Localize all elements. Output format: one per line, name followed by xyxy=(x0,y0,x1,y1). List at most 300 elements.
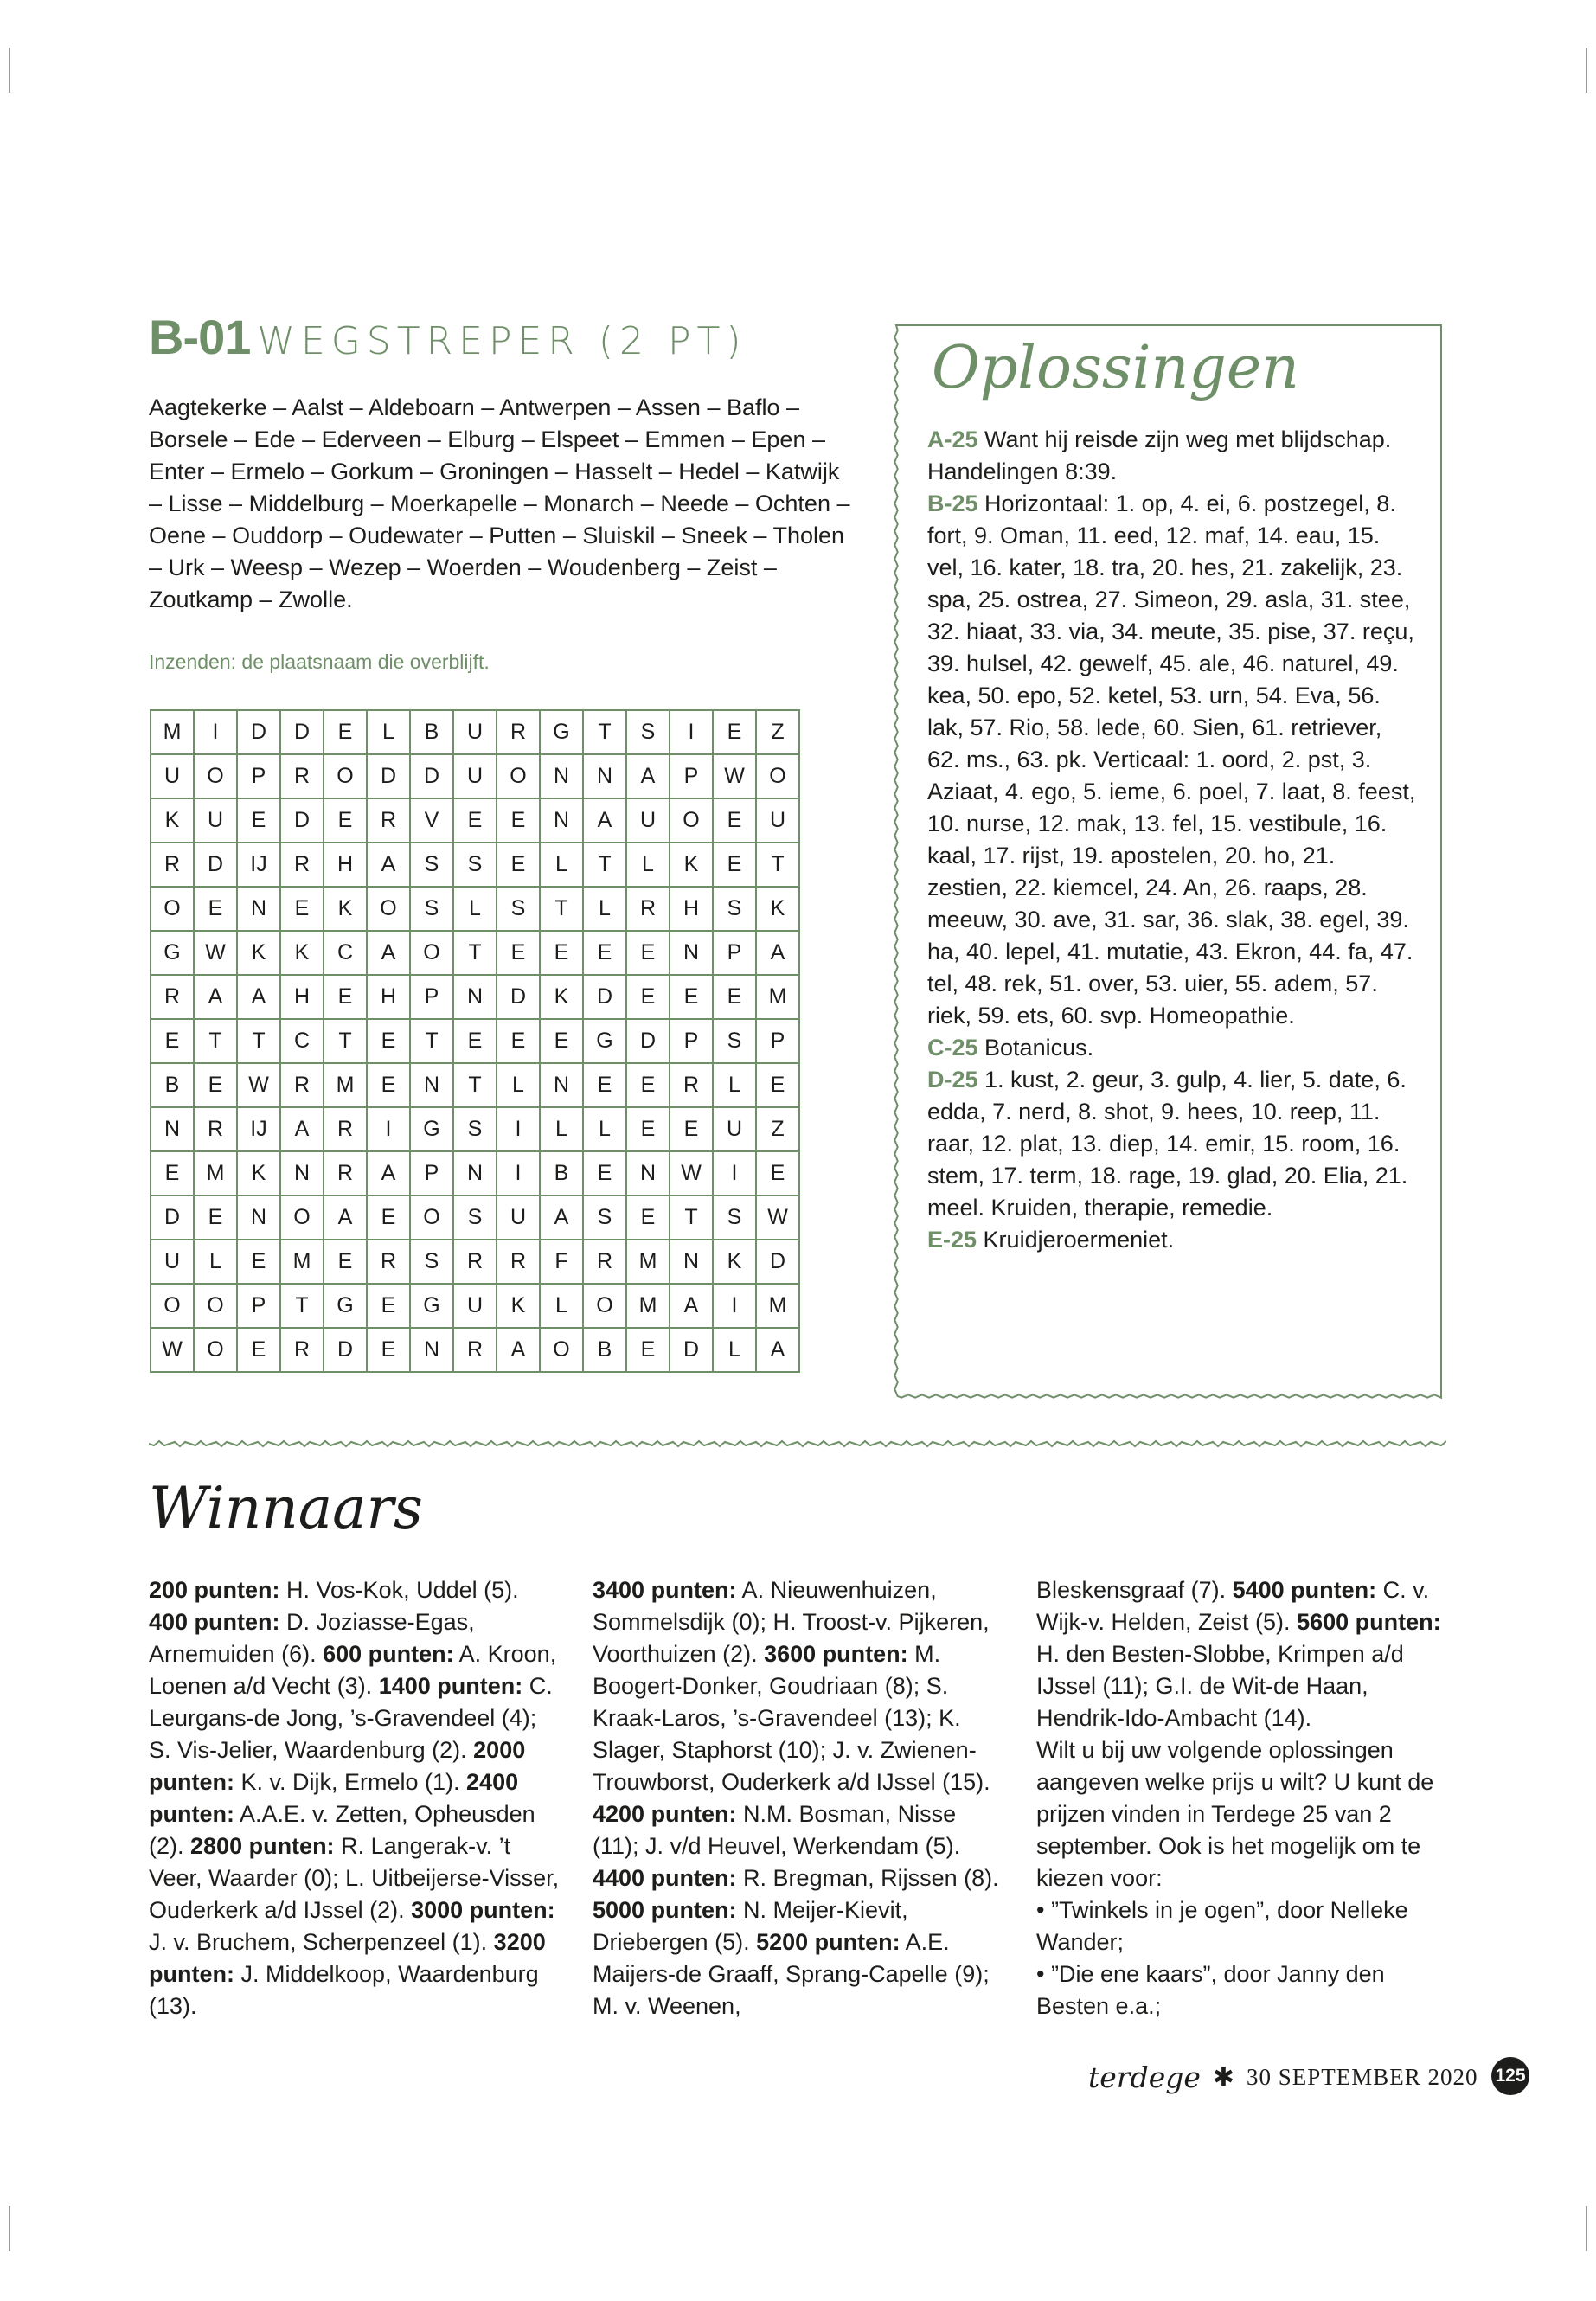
solution-body: Botanicus. xyxy=(977,1035,1094,1061)
grid-row xyxy=(151,931,799,975)
grid-cell: M xyxy=(626,1284,670,1328)
winner-entry: Bleskensgraaf (7). xyxy=(1036,1577,1233,1603)
grid-cell: L xyxy=(367,710,410,754)
grid-cell: E xyxy=(626,1195,670,1240)
grid-cell: A xyxy=(367,843,410,887)
grid-cell: E xyxy=(367,1019,410,1063)
grid-cell: L xyxy=(540,1284,583,1328)
grid-cell: B xyxy=(151,1063,194,1107)
grid-cell: Z xyxy=(756,1107,799,1151)
page-number: 125 xyxy=(1491,2057,1529,2095)
grid-cell: E xyxy=(194,1063,237,1107)
grid-cell: D xyxy=(410,754,453,798)
grid-cell: A xyxy=(367,931,410,975)
grid-cell: T xyxy=(453,1063,497,1107)
grid-cell: T xyxy=(280,1284,324,1328)
grid-cell: R xyxy=(151,843,194,887)
grid-cell: O xyxy=(670,798,713,843)
grid-cell: U xyxy=(453,710,497,754)
grid-cell: S xyxy=(713,1195,756,1240)
grid-cell: B xyxy=(410,710,453,754)
grid-cell: E xyxy=(237,1240,280,1284)
points-label: 4200 punten: xyxy=(593,1801,737,1827)
grid-cell: M xyxy=(324,1063,367,1107)
grid-cell: E xyxy=(540,1019,583,1063)
grid-cell: E xyxy=(583,1151,626,1195)
grid-cell: T xyxy=(670,1195,713,1240)
solution-body: 1. kust, 2. geur, 3. gulp, 4. lier, 5. date, 6. edda, 7. nerd, 8. shot, 9. hees, 10. reep, 11. raar, 12. plat, 13. diep, 14. emir, 15. room, 16. stem, 17. term, 18. rage, 19. glad, 20. Elia, 21. meel. Kruiden, therapie, remedie. xyxy=(927,1067,1408,1221)
grid-cell: N xyxy=(237,887,280,931)
grid-cell: G xyxy=(540,710,583,754)
grid-cell: O xyxy=(151,887,194,931)
grid-cell: L xyxy=(713,1328,756,1372)
winner-entry: D. Joziasse-Egas, Arnemuiden (6). xyxy=(149,1609,475,1667)
grid-cell: O xyxy=(410,931,453,975)
grid-cell: C xyxy=(280,1019,324,1063)
grid-row xyxy=(151,754,799,798)
grid-cell: M xyxy=(194,1151,237,1195)
grid-cell: T xyxy=(324,1019,367,1063)
grid-cell: E xyxy=(626,1328,670,1372)
points-label: 3000 punten: xyxy=(411,1897,555,1923)
winner-entry: A. Kroon, Loenen a/d Vecht (3). xyxy=(149,1641,557,1699)
grid-cell: E xyxy=(497,1019,540,1063)
winner-entry: R. Langerak-v. ’t Veer, Waarder (0); L. Uitbeijerse-Visser, Ouderkerk a/d IJssel (2). xyxy=(149,1833,560,1923)
grid-cell: A xyxy=(756,931,799,975)
grid-cell: D xyxy=(237,710,280,754)
points-label: 5200 punten: xyxy=(756,1929,901,1955)
grid-cell: E xyxy=(151,1151,194,1195)
grid-cell: A xyxy=(280,1107,324,1151)
points-label: 2000 punten: xyxy=(149,1737,526,1795)
grid-cell: N xyxy=(410,1063,453,1107)
grid-cell: M xyxy=(151,710,194,754)
word-search-grid xyxy=(150,709,800,1373)
grid-cell: B xyxy=(540,1151,583,1195)
grid-cell: M xyxy=(280,1240,324,1284)
solutions-text xyxy=(927,424,1416,1256)
grid-cell: R xyxy=(324,1151,367,1195)
grid-cell: D xyxy=(151,1195,194,1240)
grid-cell: R xyxy=(367,1240,410,1284)
solution-d25 xyxy=(927,1064,1416,1224)
grid-cell: E xyxy=(626,931,670,975)
page-footer xyxy=(1088,2055,1478,2099)
grid-cell: V xyxy=(410,798,453,843)
grid-cell: S xyxy=(453,843,497,887)
solution-e25 xyxy=(927,1224,1416,1256)
grid-cell: U xyxy=(194,798,237,843)
grid-cell: A xyxy=(670,1284,713,1328)
points-label: 4400 punten: xyxy=(593,1865,737,1891)
grid-cell: O xyxy=(540,1328,583,1372)
grid-cell: E xyxy=(194,1195,237,1240)
solution-body: Horizontaal: 1. op, 4. ei, 6. postzegel, 8. fort, 9. Oman, 11. eed, 12. maf, 14. eau, 15. vel, 16. kater, 18. tra, 20. hes, 21. zakelijk, 23. spa, 25. ostrea, 27. Simeon, 29. asla, 31. stee, 32. hiaat, 33. via, 34. meute, 35. pise, 37. reçu, 39. hulsel, 42. gewelf, 45. ale, 46. naturel, 49. kea, 50. epo, 52. ketel, 53. urn, 54. Eva, 56. lak, 57. Rio, 58. lede, 60. Sien, 61. retriever, 62. ms., 63. pk. Verticaal: 1. oord, 2. pst, 3. Aziaat, 4. ego, 5. ieme, 6. poel, 7. laat, 8. feest, 10. nurse, 12. mak, 13. fel, 15. vestibule, 16. kaal, 17. rijst, 19. apostelen, 20. ho, 21. zestien, 22. kiemcel, 24. An, 26. raaps, 28. meeuw, 30. ave, 31. sar, 36. slak, 38. egel, 39. ha, 40. lepel, 41. mutatie, 43. Ekron, 44. fa, 47. tel, 48. rek, 51. over, 53. uier, 55. adem, 57. riek, 59. ets, 60. svp. Homeopathie. xyxy=(927,490,1416,1029)
grid-cell: N xyxy=(540,798,583,843)
grid-cell: D xyxy=(756,1240,799,1284)
grid-row xyxy=(151,843,799,887)
winners-column-2 xyxy=(593,1574,1008,2022)
grid-cell: T xyxy=(194,1019,237,1063)
grid-cell: E xyxy=(670,1107,713,1151)
grid-cell: L xyxy=(583,887,626,931)
grid-cell: K xyxy=(497,1284,540,1328)
grid-cell: S xyxy=(453,1195,497,1240)
grid-row xyxy=(151,1019,799,1063)
points-label: 200 punten: xyxy=(149,1577,280,1603)
grid-cell: U xyxy=(713,1107,756,1151)
grid-cell: H xyxy=(670,887,713,931)
grid-cell: N xyxy=(670,1240,713,1284)
grid-cell: N xyxy=(453,1151,497,1195)
solution-b25 xyxy=(927,488,1416,1032)
grid-cell: W xyxy=(670,1151,713,1195)
grid-cell: E xyxy=(367,1195,410,1240)
grid-cell: E xyxy=(756,1151,799,1195)
grid-cell: N xyxy=(626,1151,670,1195)
grid-cell: S xyxy=(410,843,453,887)
separator-star-icon: ✱ xyxy=(1212,2062,1235,2092)
grid-cell: S xyxy=(626,710,670,754)
grid-cell: E xyxy=(670,975,713,1019)
grid-cell: T xyxy=(410,1019,453,1063)
grid-cell: E xyxy=(756,1063,799,1107)
grid-cell: W xyxy=(194,931,237,975)
grid-cell: O xyxy=(194,754,237,798)
grid-cell: S xyxy=(410,1240,453,1284)
grid-cell: P xyxy=(756,1019,799,1063)
puzzle-code: B-01 xyxy=(149,310,251,364)
winners-column-1 xyxy=(149,1574,564,2022)
grid-cell: K xyxy=(237,1151,280,1195)
grid-cell: O xyxy=(367,887,410,931)
grid-cell: R xyxy=(280,1328,324,1372)
grid-cell: A xyxy=(497,1328,540,1372)
grid-cell: R xyxy=(280,1063,324,1107)
grid-cell: I xyxy=(497,1151,540,1195)
winner-entry: M. Boogert-Donker, Goudriaan (8); S. Kraak-Laros, ’s-Gravendeel (13); K. Slager, Staphorst (10); J. v. Zwienen-Trouwborst, Ouderkerk a/d IJssel (15). xyxy=(593,1641,990,1795)
grid-cell: O xyxy=(497,754,540,798)
puzzle-header xyxy=(149,309,867,369)
points-label: 5600 punten: xyxy=(1297,1609,1441,1635)
points-label: 400 punten: xyxy=(149,1609,280,1635)
grid-cell: T xyxy=(540,887,583,931)
grid-cell: T xyxy=(583,843,626,887)
grid-cell: E xyxy=(626,975,670,1019)
crop-mark-top-left xyxy=(9,48,10,93)
winner-entry: C. v. Wijk-v. Helden, Zeist (5). xyxy=(1036,1577,1430,1635)
grid-cell: E xyxy=(324,710,367,754)
grid-cell: IJ xyxy=(237,1107,280,1151)
grid-cell: A xyxy=(583,798,626,843)
grid-cell: O xyxy=(194,1284,237,1328)
grid-cell: D xyxy=(324,1328,367,1372)
grid-cell: E xyxy=(540,931,583,975)
grid-cell: R xyxy=(453,1328,497,1372)
prize-note: Wilt u bij uw volgende oplossingen aangeven welke prijs u wilt? U kunt de prijzen vinden in Terdege 25 van 2 september. Ook is het mogelijk om te kiezen voor: xyxy=(1036,1737,1434,1891)
grid-cell: R xyxy=(324,1107,367,1151)
grid-cell: G xyxy=(151,931,194,975)
grid-cell: P xyxy=(410,1151,453,1195)
solution-label: D-25 xyxy=(927,1067,978,1093)
grid-cell: U xyxy=(626,798,670,843)
points-label: 3200 punten: xyxy=(149,1929,546,1987)
grid-cell: N xyxy=(237,1195,280,1240)
grid-cell: P xyxy=(410,975,453,1019)
grid-cell: E xyxy=(713,798,756,843)
crop-mark-bottom-left xyxy=(9,2206,10,2251)
grid-cell: U xyxy=(151,1240,194,1284)
grid-cell: T xyxy=(453,931,497,975)
grid-cell: S xyxy=(583,1195,626,1240)
solution-label: E-25 xyxy=(927,1227,977,1253)
grid-cell: R xyxy=(626,887,670,931)
grid-cell: E xyxy=(453,798,497,843)
grid-cell: E xyxy=(497,798,540,843)
grid-cell: E xyxy=(237,1328,280,1372)
grid-cell: N xyxy=(453,975,497,1019)
grid-cell: E xyxy=(151,1019,194,1063)
grid-cell: S xyxy=(713,1019,756,1063)
grid-cell: N xyxy=(540,754,583,798)
puzzle-instruction: Inzenden: de plaatsnaam die overblijft. xyxy=(149,651,490,673)
grid-cell: L xyxy=(713,1063,756,1107)
grid-cell: E xyxy=(367,1328,410,1372)
grid-cell: Z xyxy=(756,710,799,754)
winner-entry: C. Leurgans-de Jong, ’s-Gravendeel (4); S. Vis-Jelier, Waardenburg (2). xyxy=(149,1673,553,1763)
solution-label: A-25 xyxy=(927,426,978,452)
grid-row xyxy=(151,1107,799,1151)
grid-cell: R xyxy=(367,798,410,843)
grid-cell: H xyxy=(280,975,324,1019)
grid-row xyxy=(151,1284,799,1328)
points-label: 1400 punten: xyxy=(378,1673,523,1699)
grid-cell: E xyxy=(453,1019,497,1063)
grid-cell: F xyxy=(540,1240,583,1284)
grid-cell: E xyxy=(626,1107,670,1151)
grid-cell: E xyxy=(367,1063,410,1107)
grid-cell: I xyxy=(670,710,713,754)
grid-cell: A xyxy=(237,975,280,1019)
grid-cell: S xyxy=(410,887,453,931)
grid-cell: O xyxy=(583,1284,626,1328)
prize-option: • ”Twinkels in je ogen”, door Nelleke Wander; xyxy=(1036,1897,1408,1955)
grid-cell: K xyxy=(237,931,280,975)
grid-cell: D xyxy=(670,1328,713,1372)
solutions-title: Oplossingen xyxy=(932,334,1299,402)
grid-cell: O xyxy=(280,1195,324,1240)
winner-entry: H. den Besten-Slobbe, Krimpen a/d IJssel (11); G.I. de Wit-de Haan, Hendrik-Ido-Ambacht (14). xyxy=(1036,1641,1404,1731)
grid-cell: IJ xyxy=(237,843,280,887)
grid-cell: E xyxy=(280,887,324,931)
grid-cell: L xyxy=(540,1107,583,1151)
solution-c25 xyxy=(927,1032,1416,1064)
grid-cell: E xyxy=(367,1284,410,1328)
grid-cell: T xyxy=(756,843,799,887)
grid-cell: N xyxy=(151,1107,194,1151)
crop-mark-bottom-right xyxy=(1586,2206,1587,2251)
grid-cell: I xyxy=(713,1151,756,1195)
grid-cell: N xyxy=(670,931,713,975)
grid-cell: M xyxy=(626,1240,670,1284)
grid-cell: K xyxy=(324,887,367,931)
winners-title: Winnaars xyxy=(149,1475,423,1541)
grid-cell: E xyxy=(324,975,367,1019)
crop-mark-top-right xyxy=(1586,48,1587,93)
grid-cell: R xyxy=(280,754,324,798)
grid-cell: H xyxy=(324,843,367,887)
grid-cell: N xyxy=(280,1151,324,1195)
grid-cell: E xyxy=(324,1240,367,1284)
grid-cell: R xyxy=(453,1240,497,1284)
issue-date: 30 SEPTEMBER 2020 xyxy=(1247,2063,1478,2090)
points-label: 3600 punten: xyxy=(764,1641,908,1667)
solution-body: Want hij reisde zijn weg met blijdschap. Handelingen 8:39. xyxy=(927,426,1392,484)
grid-cell: A xyxy=(756,1328,799,1372)
grid-cell: G xyxy=(324,1284,367,1328)
grid-cell: R xyxy=(280,843,324,887)
grid-cell: I xyxy=(194,710,237,754)
winner-entry: A. Nieuwenhuizen, Sommelsdijk (0); H. Troost-v. Pijkeren, Voorthuizen (2). xyxy=(593,1577,990,1667)
grid-cell: D xyxy=(497,975,540,1019)
winner-entry: N. Meijer-Kievit, Driebergen (5). xyxy=(593,1897,908,1955)
grid-cell: A xyxy=(194,975,237,1019)
grid-cell: W xyxy=(237,1063,280,1107)
grid-cell: P xyxy=(713,931,756,975)
grid-cell: A xyxy=(540,1195,583,1240)
grid-cell: O xyxy=(324,754,367,798)
grid-cell: G xyxy=(410,1284,453,1328)
points-label: 5000 punten: xyxy=(593,1897,737,1923)
grid-cell: O xyxy=(194,1328,237,1372)
grid-cell: N xyxy=(410,1328,453,1372)
grid-cell: E xyxy=(583,1063,626,1107)
grid-cell: L xyxy=(626,843,670,887)
grid-cell: N xyxy=(583,754,626,798)
grid-cell: D xyxy=(626,1019,670,1063)
solution-a25 xyxy=(927,424,1416,488)
grid-cell: R xyxy=(194,1107,237,1151)
grid-cell: D xyxy=(280,798,324,843)
puzzle-title: WEGSTREPER (2 PT) xyxy=(257,319,747,363)
winner-entry: J. Middelkoop, Waardenburg (13). xyxy=(149,1961,539,2019)
grid-cell: E xyxy=(497,931,540,975)
grid-cell: K xyxy=(756,887,799,931)
grid-cell: H xyxy=(367,975,410,1019)
grid-cell: U xyxy=(497,1195,540,1240)
grid-cell: D xyxy=(280,710,324,754)
grid-cell: L xyxy=(453,887,497,931)
grid-cell: M xyxy=(756,975,799,1019)
grid-cell: T xyxy=(237,1019,280,1063)
grid-cell: S xyxy=(713,887,756,931)
grid-cell: A xyxy=(367,1151,410,1195)
grid-cell: S xyxy=(497,887,540,931)
grid-cell: R xyxy=(670,1063,713,1107)
winner-entry: R. Bregman, Rijssen (8). xyxy=(736,1865,999,1891)
solution-label: C-25 xyxy=(927,1035,978,1061)
grid-cell: R xyxy=(497,710,540,754)
grid-cell: U xyxy=(151,754,194,798)
grid-row xyxy=(151,1195,799,1240)
grid-cell: D xyxy=(583,975,626,1019)
grid-cell: K xyxy=(713,1240,756,1284)
grid-row xyxy=(151,1328,799,1372)
winner-entry: K. v. Dijk, Ermelo (1). xyxy=(234,1769,467,1795)
points-label: 2400 punten: xyxy=(149,1769,519,1827)
grid-cell: O xyxy=(410,1195,453,1240)
grid-cell: R xyxy=(583,1240,626,1284)
grid-cell: U xyxy=(453,1284,497,1328)
grid-row xyxy=(151,1240,799,1284)
grid-row xyxy=(151,975,799,1019)
points-label: 3400 punten: xyxy=(593,1577,737,1603)
points-label: 5400 punten: xyxy=(1232,1577,1377,1603)
grid-cell: A xyxy=(626,754,670,798)
grid-cell: E xyxy=(626,1063,670,1107)
grid-cell: K xyxy=(151,798,194,843)
grid-cell: G xyxy=(583,1019,626,1063)
magazine-brand: terdege xyxy=(1088,2060,1201,2094)
winner-entry: N.M. Bosman, Nisse (11); J. v/d Heuvel, Werkendam (5). xyxy=(593,1801,961,1859)
grid-cell: R xyxy=(151,975,194,1019)
solution-label: B-25 xyxy=(927,490,978,516)
place-list: Aagtekerke – Aalst – Aldeboarn – Antwerpen – Assen – Baflo – Borsele – Ede – Ederveen – Elburg – Elspeet – Emmen – Epen – Enter – Ermelo – Gorkum – Groningen – Hasselt – Hedel – Katwijk – Lisse – Middelburg – Moerkapelle – Monarch – Neede – Ochten – Oene – Ouddorp – Oudewater – Putten – Sluiskil – Sneek – Tholen – Urk – Weesp – Wezep – Woerden – Woudenberg – Zeist – Zoutkamp – Zwolle. xyxy=(149,394,850,612)
grid-cell: K xyxy=(670,843,713,887)
grid-cell: K xyxy=(540,975,583,1019)
grid-row xyxy=(151,1151,799,1195)
grid-cell: P xyxy=(237,1284,280,1328)
grid-cell: W xyxy=(713,754,756,798)
winner-entry: A.E. Maijers-de Graaff, Sprang-Capelle (9); M. v. Weenen, xyxy=(593,1929,990,2019)
grid-cell: E xyxy=(194,887,237,931)
grid-cell: R xyxy=(497,1240,540,1284)
grid-cell: U xyxy=(453,754,497,798)
prize-option: • ”Die ene kaars”, door Janny den Besten e.a.; xyxy=(1036,1961,1385,2019)
grid-cell: U xyxy=(756,798,799,843)
grid-cell: B xyxy=(583,1328,626,1372)
winner-entry: H. Vos-Kok, Uddel (5). xyxy=(279,1577,519,1603)
wavy-divider xyxy=(149,1439,1446,1449)
points-label: 2800 punten: xyxy=(190,1833,335,1859)
grid-cell: E xyxy=(583,931,626,975)
grid-row xyxy=(151,887,799,931)
points-label: 600 punten: xyxy=(323,1641,454,1667)
grid-cell: L xyxy=(540,843,583,887)
grid-cell: M xyxy=(756,1284,799,1328)
grid-cell: A xyxy=(324,1195,367,1240)
grid-row xyxy=(151,710,799,754)
grid-row xyxy=(151,798,799,843)
solution-body: Kruidjeroermeniet. xyxy=(977,1227,1175,1253)
grid-cell: P xyxy=(237,754,280,798)
grid-cell: P xyxy=(670,1019,713,1063)
winner-entry: J. v. Bruchem, Scherpenzeel (1). xyxy=(149,1929,494,1955)
grid-cell: D xyxy=(194,843,237,887)
grid-cell: D xyxy=(367,754,410,798)
grid-cell: L xyxy=(497,1063,540,1107)
grid-cell: W xyxy=(756,1195,799,1240)
grid-cell: O xyxy=(756,754,799,798)
grid-cell: P xyxy=(670,754,713,798)
grid-cell: T xyxy=(583,710,626,754)
grid-cell: L xyxy=(583,1107,626,1151)
grid-cell: N xyxy=(540,1063,583,1107)
grid-cell: K xyxy=(280,931,324,975)
winner-entry: A.A.E. v. Zetten, Opheusden (2). xyxy=(149,1801,535,1859)
grid-cell: I xyxy=(367,1107,410,1151)
grid-cell: E xyxy=(713,710,756,754)
